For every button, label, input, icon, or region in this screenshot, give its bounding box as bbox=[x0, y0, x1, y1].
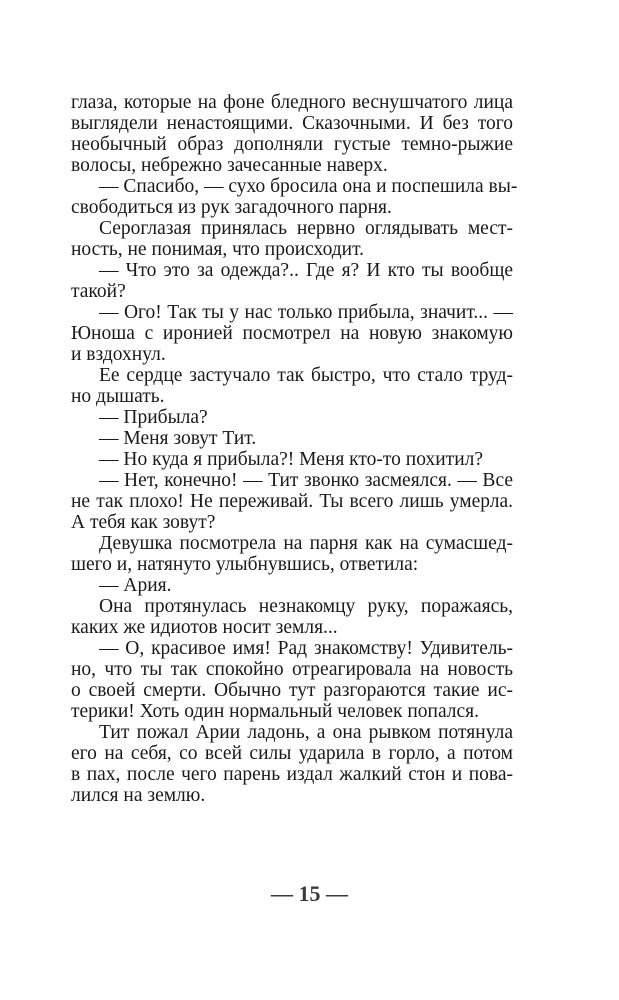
text-line: Юноша с иронией посмотрел на новую знакомую bbox=[71, 323, 513, 344]
text-line: Тит пожал Арии ладонь, а она рывком потянула bbox=[99, 722, 513, 743]
text-line: но дышать. bbox=[71, 386, 165, 407]
text-line: — Нет, конечно! — Тит звонко засмеялся. — Все bbox=[99, 470, 513, 491]
page-number: — 15 — bbox=[271, 881, 348, 906]
text-line: Девушка посмотрела на парня как на сумасшед- bbox=[99, 533, 513, 554]
text-line: — Ария. bbox=[99, 575, 172, 596]
text-line: не так плохо! Не переживай. Ты всего лишь умерла. bbox=[71, 491, 513, 512]
text-line: — Спасибо, — сухо бросила она и поспешила вы- bbox=[99, 176, 518, 197]
text-line: необычный образ дополняли густые темно-рыжие bbox=[71, 134, 513, 155]
text-line: глаза, которые на фоне бледного веснушчатого лица bbox=[71, 92, 513, 113]
text-line: в пах, после чего парень издал жалкий стон и пова- bbox=[71, 764, 513, 785]
text-line: но, что ты так спокойно отреагировала на новость bbox=[71, 659, 513, 680]
text-line: свободиться из рук загадочного парня. bbox=[71, 197, 392, 218]
text-line: шего и, натянуто улыбнувшись, ответила: bbox=[71, 554, 419, 575]
text-line: — О, красивое имя! Рад знакомству! Удивитель- bbox=[99, 638, 513, 659]
text-line: Сероглазая принялась нервно оглядывать мест- bbox=[99, 218, 513, 239]
text-line: такой? bbox=[71, 281, 126, 302]
text-line: терики! Хоть один нормальный человек попался. bbox=[71, 701, 479, 722]
text-line: выглядели ненастоящими. Сказочными. И без того bbox=[71, 113, 513, 134]
text-line: ность, не понимая, что происходит. bbox=[71, 239, 365, 260]
text-line: — Ого! Так ты у нас только прибыла, значит... — bbox=[99, 302, 513, 323]
text-line: А тебя как зовут? bbox=[71, 512, 216, 533]
text-line: его на себя, со всей силы ударила в горло, а потом bbox=[71, 743, 513, 764]
text-line: и вздохнул. bbox=[71, 344, 166, 365]
text-line: — Что это за одежда?.. Где я? И кто ты вообще bbox=[99, 260, 513, 281]
text-line: — Но куда я прибыла?! Меня кто-то похитил? bbox=[99, 449, 484, 470]
text-line: — Прибыла? bbox=[99, 407, 208, 428]
text-line: каких же идиотов носит земля... bbox=[71, 617, 338, 638]
text-line: лился на землю. bbox=[71, 785, 206, 806]
text-line: Ее сердце застучало так быстро, что стало труд- bbox=[99, 365, 513, 386]
text-line: — Меня зовут Тит. bbox=[99, 428, 257, 449]
text-line: Она протянулась незнакомцу руку, поражаясь, bbox=[99, 596, 513, 617]
text-line: о своей смерти. Обычно тут разгораются такие ис- bbox=[71, 680, 513, 701]
text-line: волосы, небрежно зачесанные наверх. bbox=[71, 155, 388, 176]
